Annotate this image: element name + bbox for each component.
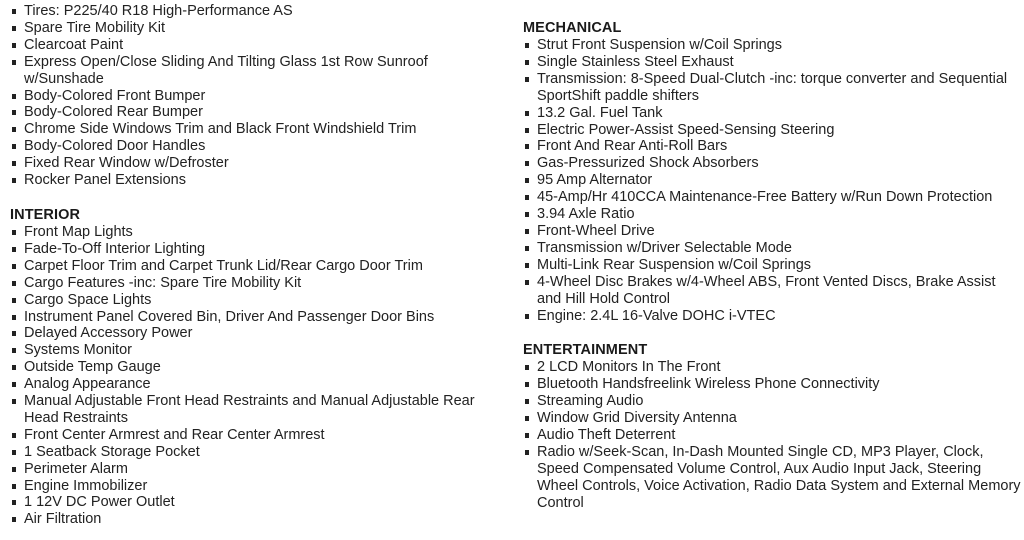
list-item: 13.2 Gal. Fuel Tank [523,105,1021,122]
list-item: Transmission w/Driver Selectable Mode [523,240,1021,257]
list-item: Express Open/Close Sliding And Tilting Glass 1st Row Sunroof w/Sunshade [10,54,508,88]
list-item: Radio w/Seek-Scan, In-Dash Mounted Single CD, MP3 Player, Clock, Speed Compensated Volume Control, Aux Audio Input Jack, Steering Wheel Controls, Voice Activation, Radio Data System and External Memory Control [523,444,1021,512]
section-gap [523,324,1021,342]
list-item: 1 Seatback Storage Pocket [10,444,508,461]
list-item: Cargo Features -inc: Spare Tire Mobility Kit [10,275,508,292]
list-item: Tires: P225/40 R18 High-Performance AS [10,3,508,20]
list-item: 2 LCD Monitors In The Front [523,359,1021,376]
list-item: Body-Colored Front Bumper [10,88,508,105]
mechanical-list [523,37,1021,324]
list-item: Transmission: 8-Speed Dual-Clutch -inc: torque converter and Sequential SportShift paddle shifters [523,71,1021,105]
list-item: Strut Front Suspension w/Coil Springs [523,37,1021,54]
exterior-list [10,3,508,189]
entertainment-heading: ENTERTAINMENT [523,342,648,359]
entertainment-list [523,359,1021,511]
list-item: Carpet Floor Trim and Carpet Trunk Lid/Rear Cargo Door Trim [10,258,508,275]
list-item: Delayed Accessory Power [10,325,508,342]
list-item: Perimeter Alarm [10,461,508,478]
section-gap [10,189,508,207]
list-item: Systems Monitor [10,342,508,359]
list-item: Cargo Space Lights [10,292,508,309]
list-item: 1 12V DC Power Outlet [10,494,508,511]
list-item: Streaming Audio [523,393,1021,410]
right-column [523,20,1021,512]
list-item: 45-Amp/Hr 410CCA Maintenance-Free Battery w/Run Down Protection [523,189,1021,206]
list-item: Manual Adjustable Front Head Restraints and Manual Adjustable Rear Head Restraints [10,393,508,427]
list-item: Rocker Panel Extensions [10,172,508,189]
list-item: Chrome Side Windows Trim and Black Front Windshield Trim [10,121,508,138]
list-item: Single Stainless Steel Exhaust [523,54,1021,71]
list-item: Gas-Pressurized Shock Absorbers [523,155,1021,172]
list-item: 3.94 Axle Ratio [523,206,1021,223]
list-item: 95 Amp Alternator [523,172,1021,189]
list-item: Multi-Link Rear Suspension w/Coil Springs [523,257,1021,274]
list-item: Fixed Rear Window w/Defroster [10,155,508,172]
list-item: Instrument Panel Covered Bin, Driver And Passenger Door Bins [10,309,508,326]
list-item: Engine: 2.4L 16-Valve DOHC i-VTEC [523,308,1021,325]
list-item: Analog Appearance [10,376,508,393]
list-item: Fade-To-Off Interior Lighting [10,241,508,258]
list-item: Spare Tire Mobility Kit [10,20,508,37]
interior-heading: INTERIOR [10,206,81,223]
mechanical-heading: MECHANICAL [523,20,622,36]
list-item: Body-Colored Rear Bumper [10,104,508,121]
list-item: Electric Power-Assist Speed-Sensing Steering [523,122,1021,139]
list-item: 4-Wheel Disc Brakes w/4-Wheel ABS, Front Vented Discs, Brake Assist and Hill Hold Control [523,274,1021,308]
list-item: Air Filtration [10,511,508,528]
list-item: Audio Theft Deterrent [523,427,1021,444]
list-item: Body-Colored Door Handles [10,138,508,155]
list-item: Bluetooth Handsfreelink Wireless Phone Connectivity [523,376,1021,393]
list-item: Front-Wheel Drive [523,223,1021,240]
list-item: Front Center Armrest and Rear Center Armrest [10,427,508,444]
list-item: Front Map Lights [10,224,508,241]
list-item: Outside Temp Gauge [10,359,508,376]
interior-list [10,224,508,528]
list-item: Window Grid Diversity Antenna [523,410,1021,427]
left-column [10,3,508,528]
list-item: Engine Immobilizer [10,478,508,495]
list-item: Clearcoat Paint [10,37,508,54]
list-item: Front And Rear Anti-Roll Bars [523,138,1021,155]
